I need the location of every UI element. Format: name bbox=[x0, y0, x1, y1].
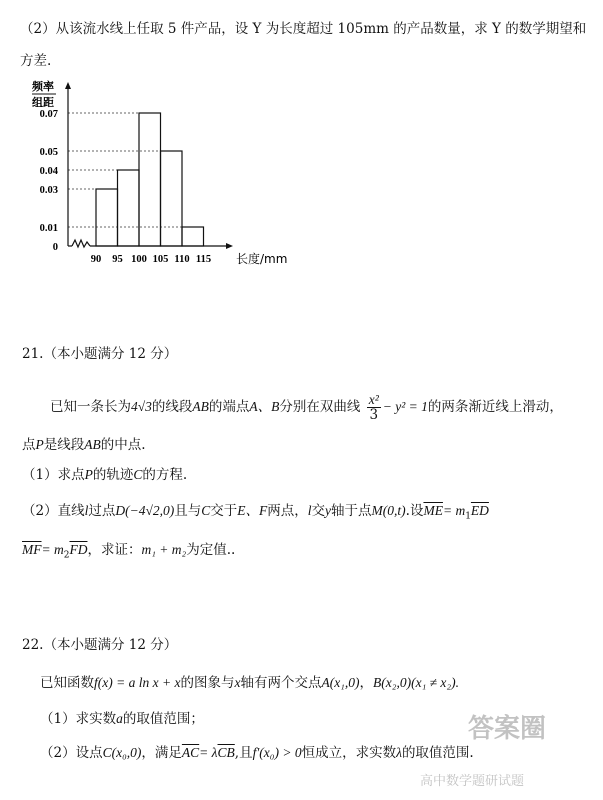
q22-stem: 已知函数f(x) = a ln x + x的图象与x轴有两个交点A(x₁,0)，B(x₂,0)(x₁ ≠ x₂). bbox=[40, 675, 459, 691]
q21-part2: （2）直线l过点D(−4√2,0)且与C交于E、F两点，l交y轴于点M(0,t).设$\overline{ME}= m_1\overline{ED}$ bbox=[22, 503, 489, 522]
y-tick-label: 0 bbox=[52, 242, 58, 253]
y-axis-label-top: 频率 bbox=[32, 80, 54, 93]
histogram-bar bbox=[96, 189, 118, 246]
x-tick-label: 90 bbox=[90, 254, 102, 265]
q20-part2-line1: （2）从该流水线上任取 5 件产品，设 Y 为长度超过 105mm 的产品数量，求 Y 的数学期望和 bbox=[20, 21, 587, 37]
y-tick-label: 0.03 bbox=[39, 185, 58, 196]
q21-part2-cont: $\overline{MF}= m_2\overline{FD}$，求证：m₁ + m₂为定值.. bbox=[22, 542, 236, 561]
y-tick-label: 0.05 bbox=[39, 147, 58, 158]
q21-stem-line2: 点P是线段AB的中点. bbox=[22, 437, 146, 453]
q21-part1: （1）求点P的轨迹C的方程. bbox=[22, 467, 188, 483]
watermark-caption: 高中数学题研试题 bbox=[420, 774, 525, 789]
q22-part2: （2）设点C(x₀,0)，满足$\overline{AC}= \lambda\overline{CB}$,且f′(x₀) > 0恒成立，求实数λ的取值范围. bbox=[40, 745, 474, 761]
watermark-logo: 答案圈 bbox=[468, 714, 547, 744]
y-axis-arrow bbox=[65, 82, 71, 89]
histogram-bar bbox=[139, 113, 161, 246]
frequency-histogram bbox=[20, 78, 290, 278]
y-tick-label: 0.01 bbox=[39, 223, 58, 234]
axis-break-mark bbox=[72, 240, 90, 247]
x-tick-label: 95 bbox=[112, 254, 123, 265]
x-axis-label: 长度/mm bbox=[236, 252, 288, 266]
histogram-bar bbox=[118, 170, 140, 246]
q20-part2-line2: 方差. bbox=[20, 53, 52, 69]
q21-stem-line1: 已知一条长为4√3的线段AB的端点A、B分别在双曲线 $\frac{\text{x²}}{3}$ − y² = 1的两条渐近线上滑动， bbox=[50, 392, 563, 423]
y-tick-label: 0.07 bbox=[39, 109, 58, 120]
x-tick-label: 110 bbox=[174, 254, 190, 265]
y-tick-label: 0.04 bbox=[39, 166, 58, 177]
x-tick-label: 100 bbox=[131, 254, 147, 265]
x-tick-label: 115 bbox=[195, 254, 212, 265]
histogram-bar bbox=[161, 151, 183, 246]
q22-part1: （1）求实数a的取值范围； bbox=[40, 711, 204, 727]
y-axis-label-bottom: 组距 bbox=[32, 96, 54, 109]
q22-header: 22.（本小题满分 12 分） bbox=[22, 637, 178, 653]
histogram-bar bbox=[182, 227, 204, 246]
x-axis-arrow bbox=[226, 243, 233, 249]
x-tick-label: 105 bbox=[152, 254, 169, 265]
hyperbola-fraction: $\frac{\text{x²}}{3}$ bbox=[368, 392, 379, 423]
q21-header: 21.（本小题满分 12 分） bbox=[22, 346, 178, 362]
